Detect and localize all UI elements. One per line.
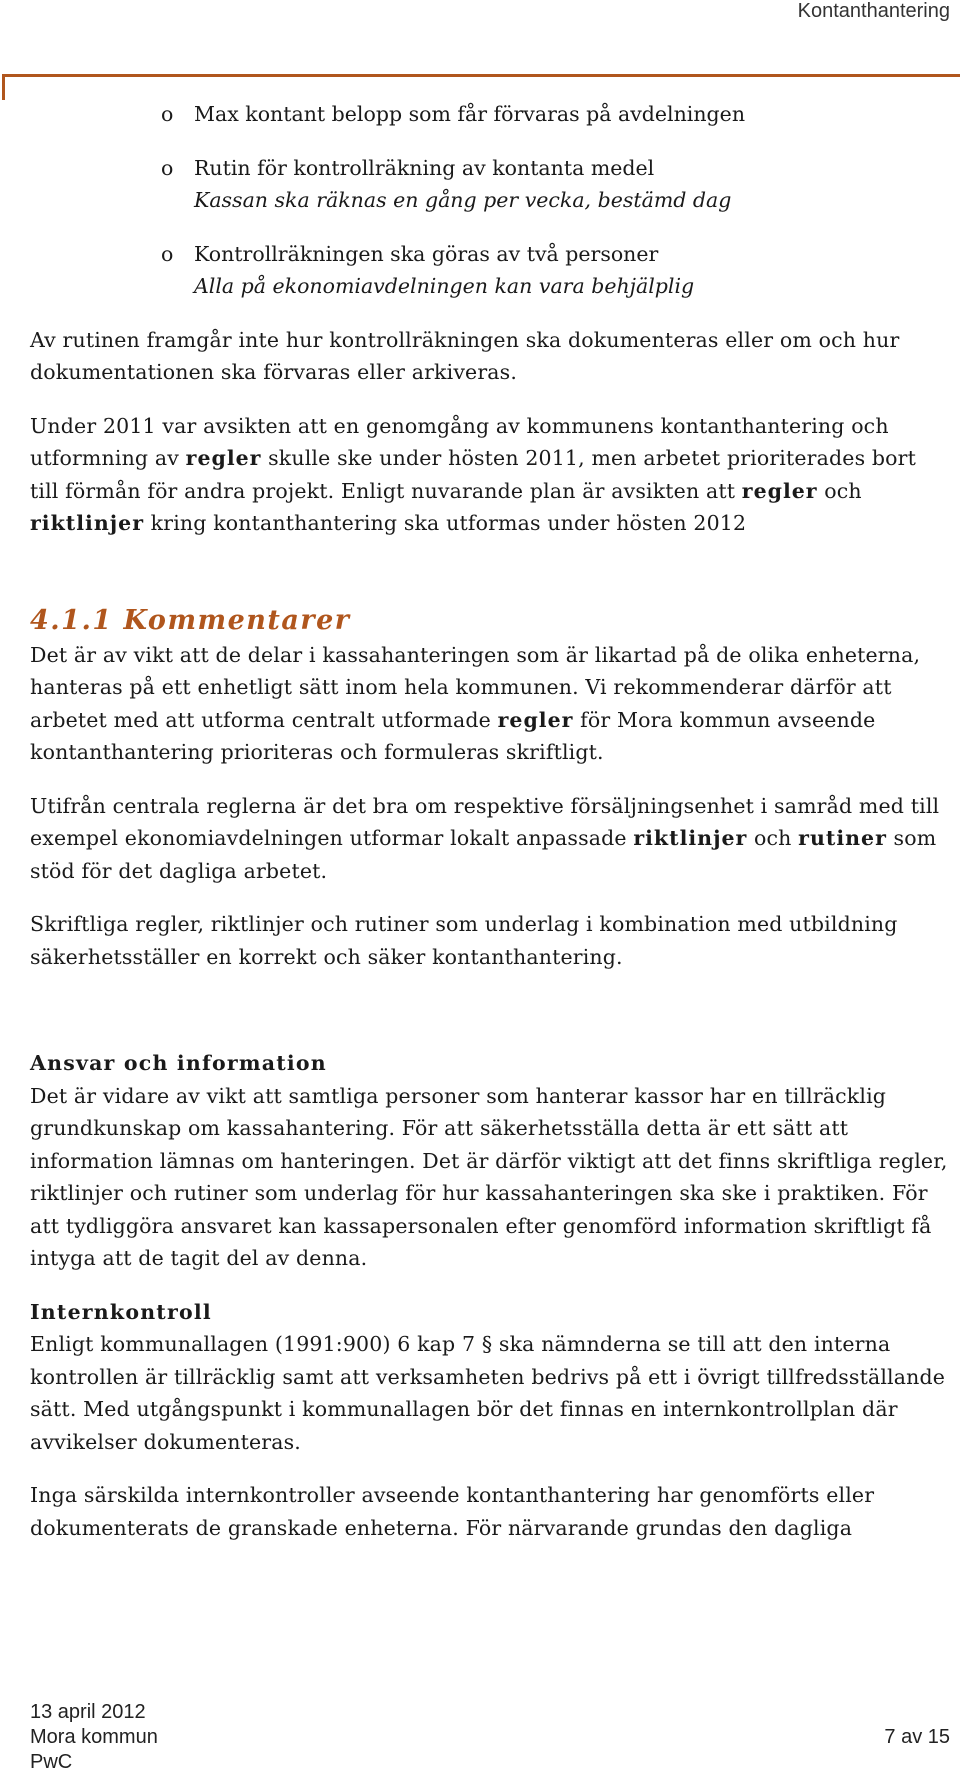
bullet-marker: o (161, 241, 174, 266)
list-item-text: Max kontant belopp som får förvaras på avdelningen (194, 102, 746, 126)
emphasis-regler: regler (185, 446, 262, 470)
subheading-internkontroll: Internkontroll (30, 1299, 212, 1324)
paragraph-ansvar: Det är vidare av vikt att samtliga personer som hanterar kassor har en tillräcklig grundkunskap om kassahantering. För att säkerhetsställa detta är ett sätt att information lämnas om hanteringen. Det är därför viktigt att det finns skriftliga regler, riktlinjer och rutiner som underlag för hur kassahanteringen ska ske i praktiken. För att tydliggöra ansvaret kan kassapersonalen efter genomförd information skriftligt få intyga att de tagit del av denna. (30, 1083, 948, 1270)
emphasis-regler: regler (497, 707, 574, 732)
list-item (30, 98, 950, 131)
emphasis-riktlinjer: riktlinjer (30, 511, 145, 535)
emphasis-rutiner: rutiner (798, 826, 887, 850)
page-footer (30, 1700, 950, 1775)
paragraph-internkontroll: Enligt kommunallagen (1991:900) 6 kap 7 § ska nämnderna se till att den interna kontrollen är tillräcklig samt att verksamheten bedrivs på ett i övrigt tillfredsställande sätt. Med utgångspunkt i kommunallagen bör det finnas en internkontrollplan där avvikelser dokumenteras. (30, 1332, 946, 1454)
header-rule-vertical (2, 74, 5, 100)
emphasis-regler: regler (741, 478, 818, 503)
bullet-marker: o (161, 102, 174, 126)
section-heading: 4.1.1 Kommentarer (30, 604, 351, 636)
paragraph-inga-internkontroller: Inga särskilda internkontroller avseende kontanthantering har genomförts eller dokumenterats de granskade enheterna. För närvarande grundas den dagliga (30, 1483, 875, 1540)
footer-firm: PwC (30, 1751, 73, 1773)
list-item-note: Alla på ekonomiavdelningen kan vara behjälplig (194, 274, 695, 298)
list-item (30, 238, 950, 303)
paragraph-rutin-dokumentation: Av rutinen framgår inte hur kontrollräkningen ska dokumenteras eller om och hur dokumentationen ska förvaras eller arkiveras. (30, 327, 900, 384)
footer-organization: Mora kommun (30, 1726, 158, 1748)
list-item-text: Rutin för kontrollräkning av kontanta medel (194, 155, 655, 180)
list-item-text: Kontrollräkningen ska göras av två personer (194, 241, 659, 266)
paragraph-avsikt-2011: Under 2011 var avsikten att en genomgång av kommunens kontanthantering och utformning av regler skulle ske under hösten 2011, men arbetet prioriterades bort till förmån för andra projekt. Enligt nuvarande plan är avsikten att regler och riktlinjer kring kontanthantering ska utformas under hösten 2012 (30, 413, 917, 535)
paragraph-kommentar: Det är av vikt att de delar i kassahanteringen som är likartad på de olika enheterna, hanteras på ett enhetligt sätt inom hela kommunen. Vi rekommenderar därför att arbetet med att utforma centralt utformade regler för Mora kommun avseende kontanthantering prioriteras och formuleras skriftligt. (30, 642, 921, 764)
footer-date: 13 april 2012 (30, 1701, 146, 1723)
subheading-ansvar: Ansvar och information (30, 1051, 327, 1075)
page-number: 7 av 15 (884, 1726, 950, 1748)
list-item-note: Kassan ska räknas en gång per vecka, bestämd dag (194, 188, 732, 212)
emphasis-riktlinjer: riktlinjer (633, 826, 748, 850)
bullet-marker: o (161, 155, 174, 180)
page-content (30, 98, 950, 1544)
list-item (30, 152, 950, 217)
paragraph-central-regler: Utifrån centrala reglerna är det bra om respektive försäljningsenhet i samråd med till exempel ekonomiavdelningen utformar lokalt anpassade riktlinjer och rutiner som stöd för det dagliga arbetet. (30, 793, 940, 883)
header-rule-horizontal (2, 74, 960, 77)
running-header-title: Kontanthantering (797, 0, 950, 22)
paragraph-skriftliga-regler: Skriftliga regler, riktlinjer och rutiner som underlag i kombination med utbildning säkerhetsställer en korrekt och säker kontanthantering. (30, 912, 898, 969)
